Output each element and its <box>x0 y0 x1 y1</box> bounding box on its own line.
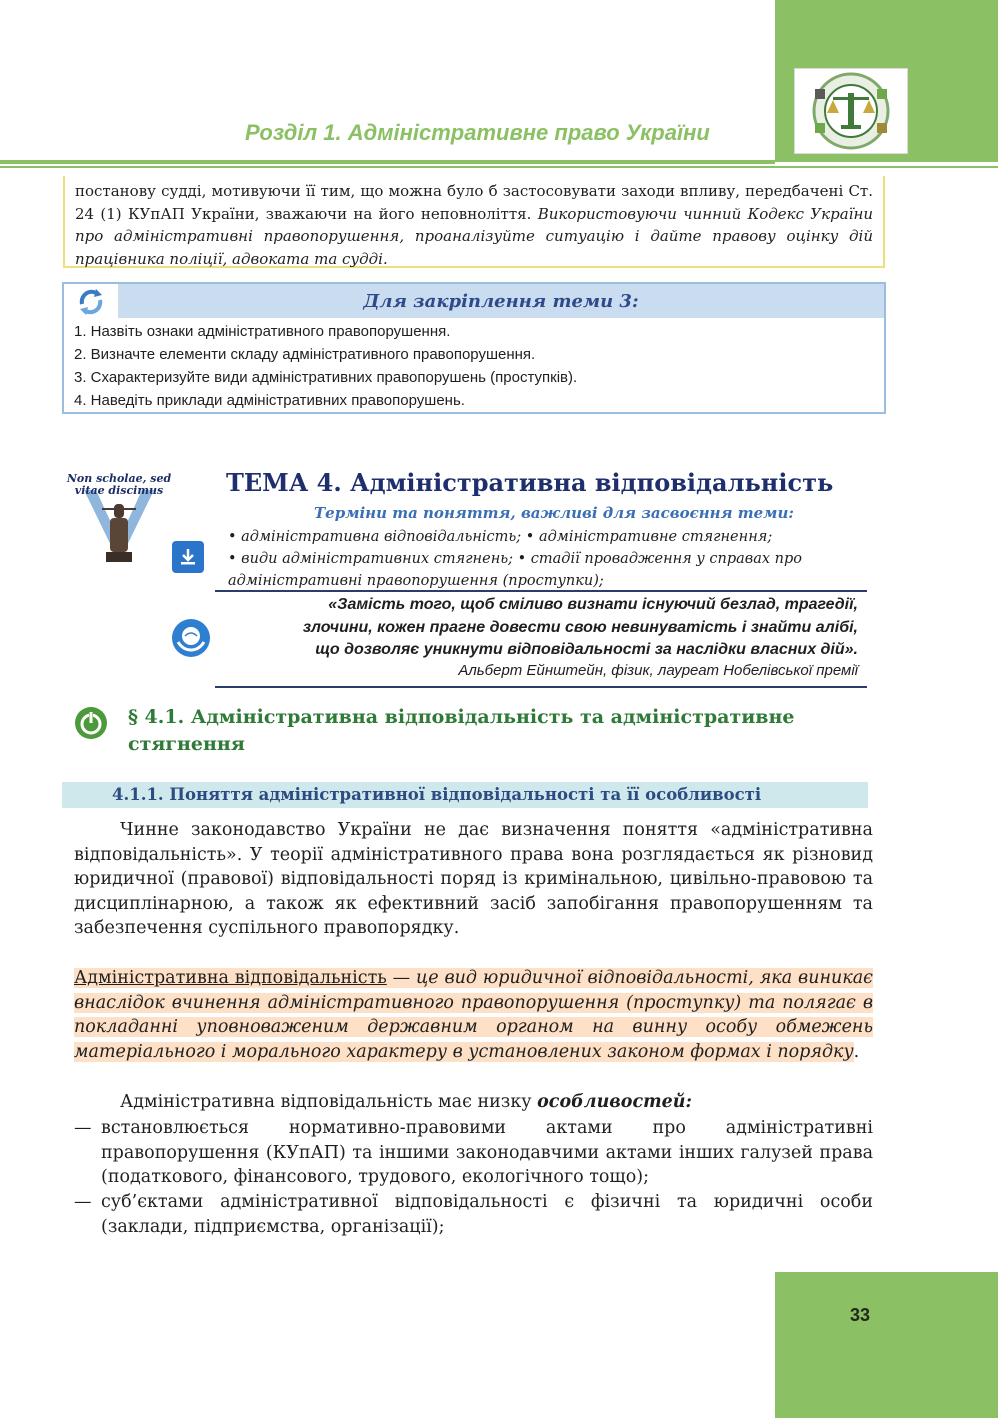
topic-title: ТЕМА 4. Адміністративна відповідальність <box>226 468 834 497</box>
definition-term: Адміністративна відповідальність <box>74 968 387 988</box>
brain-hands-icon <box>171 618 211 658</box>
download-icon[interactable] <box>172 541 204 573</box>
page-number: 33 <box>850 1305 871 1325</box>
quote-top-rule <box>215 590 867 592</box>
paragraph-title: § 4.1. Адміністративна відповідальність та адміністративне стягнення <box>128 706 795 755</box>
terms-line: • адміністративна відповідальність; • адміністративне стягнення; <box>228 529 773 545</box>
reinforcement-box <box>62 282 886 414</box>
list-item: встановлюється нормативно-правовими актами про адміністративні правопорушення (КУпАП) та іншими законодавчими актами інших галузей права (податкового, фінансового, трудового, екологічного тощо); <box>101 1118 873 1187</box>
subsection-title: 4.1.1. Поняття адміністративної відповідальності та її особливості <box>112 785 762 804</box>
features-intro: Адміністративна відповідальність має низку особливостей: <box>120 1092 692 1112</box>
refresh-icon <box>74 286 108 318</box>
scales-of-justice-icon <box>801 71 901 151</box>
header-divider-thin <box>0 166 998 168</box>
quote-text: «Замість того, щоб сміливо визнати існуючий безлад, трагедії, злочини, кожен прагне довести свою невинуватість і знайти алібі, що дозволяє уникнути відповідальності за наслідки власних дій». <box>302 596 858 658</box>
terms-line: • види адміністративних стягнень; • стадії провадження у справах про <box>228 551 803 567</box>
svg-text:vitae discimus: vitae discimus <box>74 484 164 497</box>
reinforcement-title: Для закріплення теми 3: <box>118 284 884 318</box>
section-title: Розділ 1. Адміністративне право України <box>245 120 710 145</box>
case-box <box>63 176 885 268</box>
definition-text: це вид юридичної відповідальності, яка виникає внаслідок вчинення адміністративного правопорушення (проступку) та полягає в покладанні уповноваженим державним органом на винну особу обмежень матеріального і морального характеру в установлених законом формах і порядку <box>74 968 873 1062</box>
list-item: 2. Визначте елементи складу адміністративного правопорушення. <box>74 346 536 363</box>
quote-author: Альберт Ейнштейн, фізик, лауреат Нобелівської премії <box>458 662 858 679</box>
terms-line: адміністративні правопорушення (проступки); <box>228 573 604 589</box>
emblem-logo <box>794 68 908 154</box>
terms-list <box>228 526 868 592</box>
case-task: Використовуючи чинний Кодекс України про адміністративні правопорушення, проаналізуйте ситуацію і дайте правову оцінку дій працівника поліції, адвоката та судді. <box>75 204 873 268</box>
list-item: суб’єктами адміністративної відповідальності є фізичні та юридичні особи (заклади, підприємства, організації); <box>101 1192 873 1237</box>
list-dash: — <box>74 1118 92 1138</box>
case-text: постанову судді, мотивуючи її тим, що можна було б застосовувати заходи впливу, передбачені Ст. 24 (1) КУпАП України, зважаючи на його неповноліття. <box>75 182 873 223</box>
header-divider <box>0 160 775 164</box>
footer-green-block <box>775 1272 998 1418</box>
definition-paragraph: Адміністративна відповідальність — це вид юридичної відповідальності, яка виникає внаслідок вчинення адміністративного правопорушення (проступку) та полягає в покладанні уповноваженим державним органом на винну особу обмежень матеріального і морального характеру в установлених законом формах і порядку. <box>74 968 873 1062</box>
terms-heading: Терміни та поняття, важливі для засвоєння теми: <box>314 504 794 522</box>
list-item: 4. Наведіть приклади адміністративних правопорушень. <box>74 392 465 409</box>
reinforcement-list <box>74 320 577 412</box>
list-dash: — <box>74 1192 92 1212</box>
list-item: 1. Назвіть ознаки адміністративного правопорушення. <box>74 323 451 340</box>
quote-bottom-rule <box>215 686 867 688</box>
power-icon <box>74 706 108 740</box>
statue-motto: Non scholae, sed <box>66 472 172 485</box>
justice-statue-icon <box>66 470 172 570</box>
list-item: 3. Схарактеризуйте види адміністративних правопорушень (проступків). <box>74 369 578 386</box>
body-paragraph: Чинне законодавство України не дає визначення поняття «адміністративна відповідальність». У теорії адміністративного права вона розглядається як різновид юридичної (правової) відповідальності поряд із кримінальною, цивільно-правовою та дисциплінарною, а також як ефективний засіб запобігання правопорушенням та забезпечення суспільного правопорядку. <box>74 820 873 938</box>
